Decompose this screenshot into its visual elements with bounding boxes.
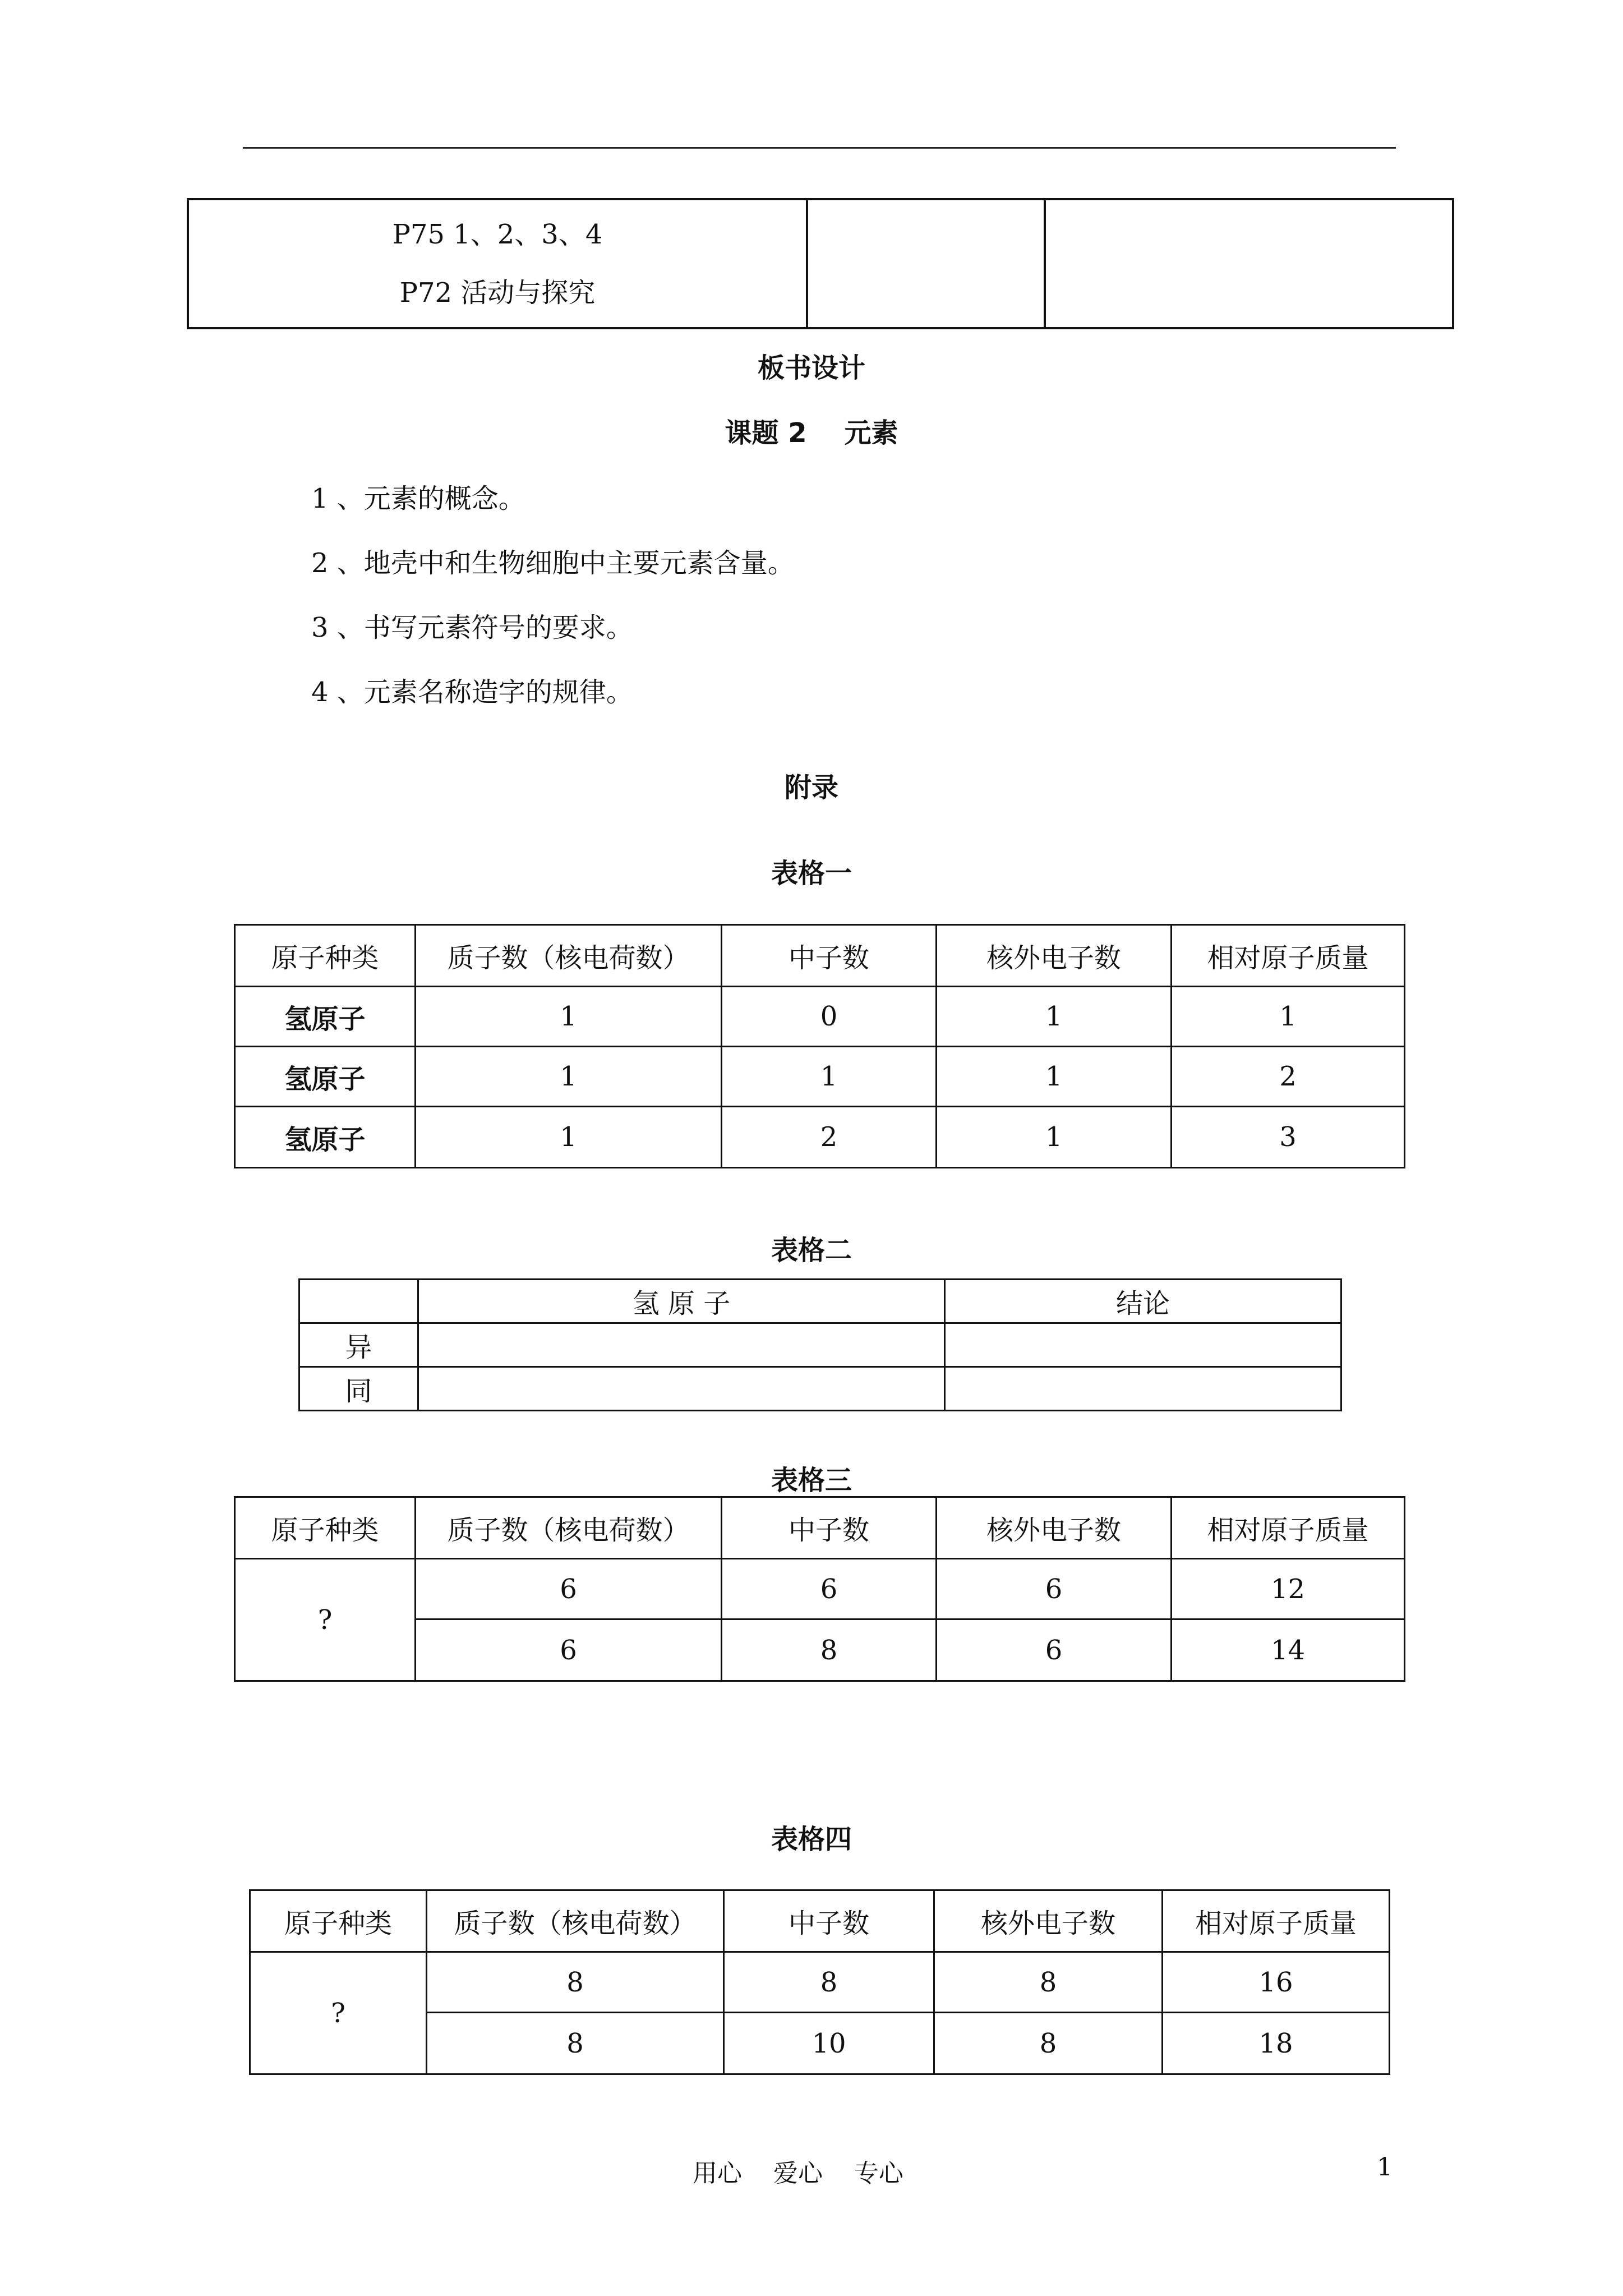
table1-header-mass: 相对原子质量	[1172, 925, 1405, 987]
table1-cell: 氢原子	[235, 987, 416, 1047]
table1-cell: 3	[1172, 1107, 1405, 1168]
table2	[298, 1278, 1342, 1411]
table4-cell: 10	[724, 2013, 934, 2074]
table3-cell: 12	[1172, 1559, 1405, 1619]
table3-cell: 6	[937, 1619, 1172, 1681]
table-row	[235, 1107, 1405, 1168]
table2-cell	[418, 1367, 945, 1411]
table-row	[235, 1047, 1405, 1107]
table1-cell: 1	[416, 1047, 722, 1107]
table4-cell: 8	[427, 2013, 724, 2074]
table4-header-protons: 质子数（核电荷数）	[427, 1890, 724, 1952]
table1-header-neutrons: 中子数	[722, 925, 937, 987]
table3	[234, 1496, 1405, 1682]
top-table-line2: P72 活动与探究	[399, 277, 596, 309]
table-row	[299, 1367, 1341, 1411]
table4	[249, 1889, 1390, 2075]
header-rule	[243, 147, 1396, 149]
table2-row-label-same: 同	[299, 1367, 418, 1411]
table3-cell: 14	[1172, 1619, 1405, 1681]
top-table-cell-assignments	[188, 199, 807, 328]
table-row	[235, 987, 1405, 1047]
page-number: 1	[1377, 2153, 1393, 2182]
table4-cell: 18	[1163, 2013, 1390, 2074]
table2-header-corner	[299, 1280, 418, 1323]
table1-cell: 1	[937, 1047, 1172, 1107]
table1-cell: 1	[937, 1107, 1172, 1168]
table3-header-protons: 质子数（核电荷数）	[416, 1497, 722, 1559]
table2-row-label-different: 异	[299, 1323, 418, 1367]
table3-header-mass: 相对原子质量	[1172, 1497, 1405, 1559]
table4-header-atom-type: 原子种类	[250, 1890, 427, 1952]
table2-title: 表格二	[771, 1235, 852, 1266]
table3-cell: 6	[416, 1559, 722, 1619]
table2-cell	[945, 1323, 1341, 1367]
top-table	[187, 198, 1454, 329]
table1-cell: 1	[937, 987, 1172, 1047]
appendix-title: 附录	[784, 772, 838, 803]
table1-cell: 1	[416, 987, 722, 1047]
table1-header-atom-type: 原子种类	[235, 925, 416, 987]
top-table-cell-empty-2	[1045, 199, 1453, 328]
table3-header-atom-type: 原子种类	[235, 1497, 416, 1559]
table4-cell: 16	[1163, 1952, 1390, 2013]
table1-cell: 1	[722, 1047, 937, 1107]
table1-cell: 氢原子	[235, 1107, 416, 1168]
table4-cell: 8	[427, 1952, 724, 2013]
footer-motto: 用心 爱心 专心	[693, 2159, 903, 2188]
table4-header-neutrons: 中子数	[724, 1890, 934, 1952]
table1	[234, 924, 1405, 1168]
table1-cell: 氢原子	[235, 1047, 416, 1107]
table-row	[299, 1323, 1341, 1367]
table3-cell: 6	[937, 1559, 1172, 1619]
table4-unknown-atom: ?	[250, 1952, 427, 2074]
table3-unknown-atom: ?	[235, 1559, 416, 1681]
board-item-4: 4 、元素名称造字的规律。	[311, 677, 633, 708]
table4-cell: 8	[724, 1952, 934, 2013]
table3-title: 表格三	[771, 1465, 852, 1496]
table3-cell: 6	[416, 1619, 722, 1681]
table2-header-hydrogen: 氢 原 子	[418, 1280, 945, 1323]
table4-header-mass: 相对原子质量	[1163, 1890, 1390, 1952]
table2-cell	[945, 1367, 1341, 1411]
board-item-1: 1 、元素的概念。	[311, 483, 525, 514]
table1-header-electrons: 核外电子数	[937, 925, 1172, 987]
table-row	[250, 1952, 1390, 2013]
table1-cell: 1	[1172, 987, 1405, 1047]
board-item-2: 2 、地壳中和生物细胞中主要元素含量。	[311, 547, 795, 579]
table4-cell: 8	[934, 1952, 1163, 2013]
table3-header-electrons: 核外电子数	[937, 1497, 1172, 1559]
table2-cell	[418, 1323, 945, 1367]
table1-cell: 2	[722, 1107, 937, 1168]
table4-title: 表格四	[771, 1824, 852, 1855]
table1-cell: 1	[416, 1107, 722, 1168]
board-title: 板书设计	[757, 352, 865, 384]
top-table-cell-empty-1	[807, 199, 1045, 328]
table4-header-electrons: 核外电子数	[934, 1890, 1163, 1952]
top-table-line1: P75 1、2、3、4	[392, 219, 603, 250]
table4-cell: 8	[934, 2013, 1163, 2074]
table3-cell: 8	[722, 1619, 937, 1681]
table-row	[235, 1559, 1405, 1619]
table3-cell: 6	[722, 1559, 937, 1619]
table2-header-conclusion: 结论	[945, 1280, 1341, 1323]
table1-cell: 2	[1172, 1047, 1405, 1107]
board-item-3: 3 、书写元素符号的要求。	[311, 612, 633, 643]
table1-title: 表格一	[771, 858, 852, 889]
table1-cell: 0	[722, 987, 937, 1047]
table1-header-protons: 质子数（核电荷数）	[416, 925, 722, 987]
board-subtitle: 课题 2 元素	[725, 417, 898, 449]
table3-header-neutrons: 中子数	[722, 1497, 937, 1559]
